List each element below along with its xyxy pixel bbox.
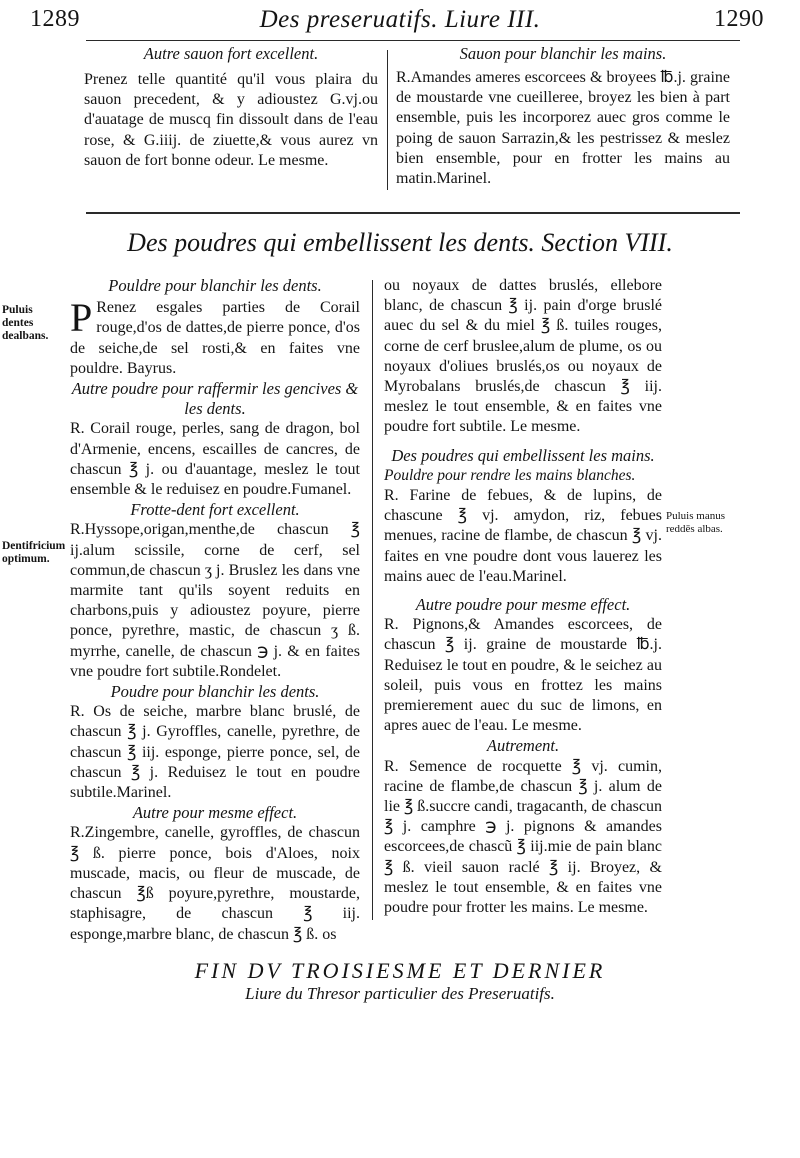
margin-note-right-1: Puluis manus reddēs albas. bbox=[666, 510, 725, 535]
section-title: Des poudres qui embellissent les dents. Section VIII. bbox=[127, 228, 673, 257]
page-number-left: 1289 bbox=[30, 6, 80, 32]
running-title: Des preseruatifs. Liure III. bbox=[259, 6, 541, 33]
header-rule bbox=[86, 40, 740, 41]
left-paragraph-1-text: Renez esgales parties de Corail rouge,d'os de dattes,de pierre ponce, d'os de seiche,de sel rosti,& en faites vne pouldre. Bayrus. bbox=[70, 299, 360, 377]
right-column bbox=[384, 276, 662, 918]
right-paragraph-0: ou noyaux de dattes bruslés, ellebore blanc, de chascun ℥ ij. pain d'orge bruslé auec du sel & du miel ℥ ß. tuiles rouges, corne de cerf bruslee,alum de plume, os ou noyaux d'oliues bruslés,os ou noyaux de Myrobalans bruslés,de chascun ℥ iij. meslez le tout ensemble, & en faites vne poudre fort subtile. Le mesme. bbox=[384, 277, 662, 436]
right-heading-1: Des poudres qui embellissent les mains. bbox=[391, 445, 655, 465]
top-right-paragraph: R.Amandes ameres escorcees & broyees ℔.j. graine de moustarde vne cueilleree, broyez les bien à part ensemble, puis les incorporez auec gros comme le poing de sauon Sarrazin,& les pestrissez & meslez bien ensemble, pour en frotter les mains au matin.Marinel. bbox=[396, 69, 730, 188]
left-paragraph-3: R.Hyssope,origan,menthe,de chascun ℥ ij.alum scissile, corne de cerf, sel commun,de chascun ʒ j. Bruslez les dans vne marmite tant qu'ils soyent reduits en charbons,puis y adioustez poyure, pierre ponce, pyrethre, mastic, de chascun ʒ ß. myrrhe, canelle, de chascun ℈ j. & en faites vne poudre fort subtile.Rondelet. bbox=[70, 521, 360, 680]
right-heading-2: Pouldre pour rendre les mains blanches. bbox=[384, 466, 636, 484]
colophon-line-1: FIN DV TROISIESME ET DERNIER bbox=[194, 958, 606, 983]
top-left-paragraph: Prenez telle quantité qu'il vous plaira du sauon precedent, & y adioustez G.vj.ou d'auatage de muscq fin dissoult dans de l'eau rose, & G.iiij. de ziuette,& vous aurez vn sauon de fort bonne odeur. Le mesme. bbox=[84, 71, 378, 169]
margin-note-left-1: Puluis dentes dealbans. bbox=[2, 304, 49, 342]
colophon-line-2: Liure du Thresor particulier des Preseruatifs. bbox=[245, 984, 555, 1003]
right-heading-3: Autre poudre pour mesme effect. bbox=[415, 595, 631, 615]
left-heading-4: Poudre pour blanchir les dents. bbox=[110, 682, 320, 702]
top-left-text bbox=[84, 70, 378, 171]
page-number-right: 1290 bbox=[714, 6, 764, 32]
left-paragraph-4: R. Os de seiche, marbre blanc bruslé, de chascun ℥ j. Gyroffles, canelle, pyrethre, de chascun ℥ iij. esponge, pierre ponce, sel, de chascun ℥ j. Reduisez le tout en poudre subtile.Marinel. bbox=[70, 703, 360, 802]
dropcap-letter: P bbox=[70, 295, 93, 341]
top-right-block bbox=[396, 44, 730, 189]
main-column-divider bbox=[372, 280, 373, 920]
right-paragraph-1: R. Farine de febues, & de lupins, de chascune ℥ vj. amydon, riz, febues menues, racine de flambe, de chascun ℥ vj. faites en vne poudre dont vous lauerez les mains auec de l'eau.Marinel. bbox=[384, 487, 662, 585]
section-separator-rule bbox=[86, 212, 740, 214]
left-heading-5: Autre pour mesme effect. bbox=[132, 803, 298, 823]
left-column bbox=[70, 276, 360, 945]
top-right-heading: Sauon pour blanchir les mains. bbox=[459, 44, 667, 63]
top-column-divider bbox=[387, 50, 388, 190]
right-paragraph-2: R. Pignons,& Amandes escorcees, de chascun ℥ ij. graine de moustarde ℔.j. Reduisez le tout en poudre, & le seichez au soleil, puis vous en frottez les mains premierement auec du suc de limons, en apres auec de l'eau. Le mesme. bbox=[384, 616, 662, 735]
top-left-block bbox=[84, 44, 378, 171]
margin-note-left-2: Dentifricium optimum. bbox=[2, 540, 66, 565]
right-paragraph-3: R. Semence de rocquette ℥ vj. cumin, racine de flambe,de chascun ℥ j. alum de lie ℥ ß.succre candi, tragacanth, de chascun ℥ j. camphre ℈ j. pignons & amandes escorcees,de chascũ ℥ iij.mie de pain blanc ℥ ß. vieil sauon raclé ℥ ij. Broyez, & meslez le tout ensemble, & en faites vne poudre pour frotter les mains. Le mesme. bbox=[384, 757, 662, 917]
left-paragraph-2: R. Corail rouge, perles, sang de dragon, bol d'Armenie, encens, escailles de cancres, de chascun ℥ j. ou d'auantage, meslez le tout ensemble & le reduisez en poudre.Fumanel. bbox=[70, 420, 360, 499]
left-heading-3: Frotte-dent fort excellent. bbox=[130, 500, 300, 520]
right-heading-4: Autrement. bbox=[486, 736, 560, 756]
top-right-text bbox=[396, 68, 730, 189]
left-heading-1: Pouldre pour blanchir les dents. bbox=[108, 276, 322, 295]
left-paragraph-1 bbox=[70, 295, 360, 379]
top-left-heading: Autre sauon fort excellent. bbox=[143, 44, 319, 63]
left-heading-2: Autre poudre pour raffermir les gencives & les dents. bbox=[71, 379, 359, 419]
left-paragraph-5: R.Zingembre, canelle, gyroffles, de chascun ℥ ß. pierre ponce, bois d'Aloes, noix muscade, macis, ou fleur de muscade, de chascun ℥ß poyure,pyrethre, moustarde, staphisagre, de chascun ℥ iij. esponge,marbre blanc, de chascun ℥ ß. os bbox=[70, 824, 360, 943]
